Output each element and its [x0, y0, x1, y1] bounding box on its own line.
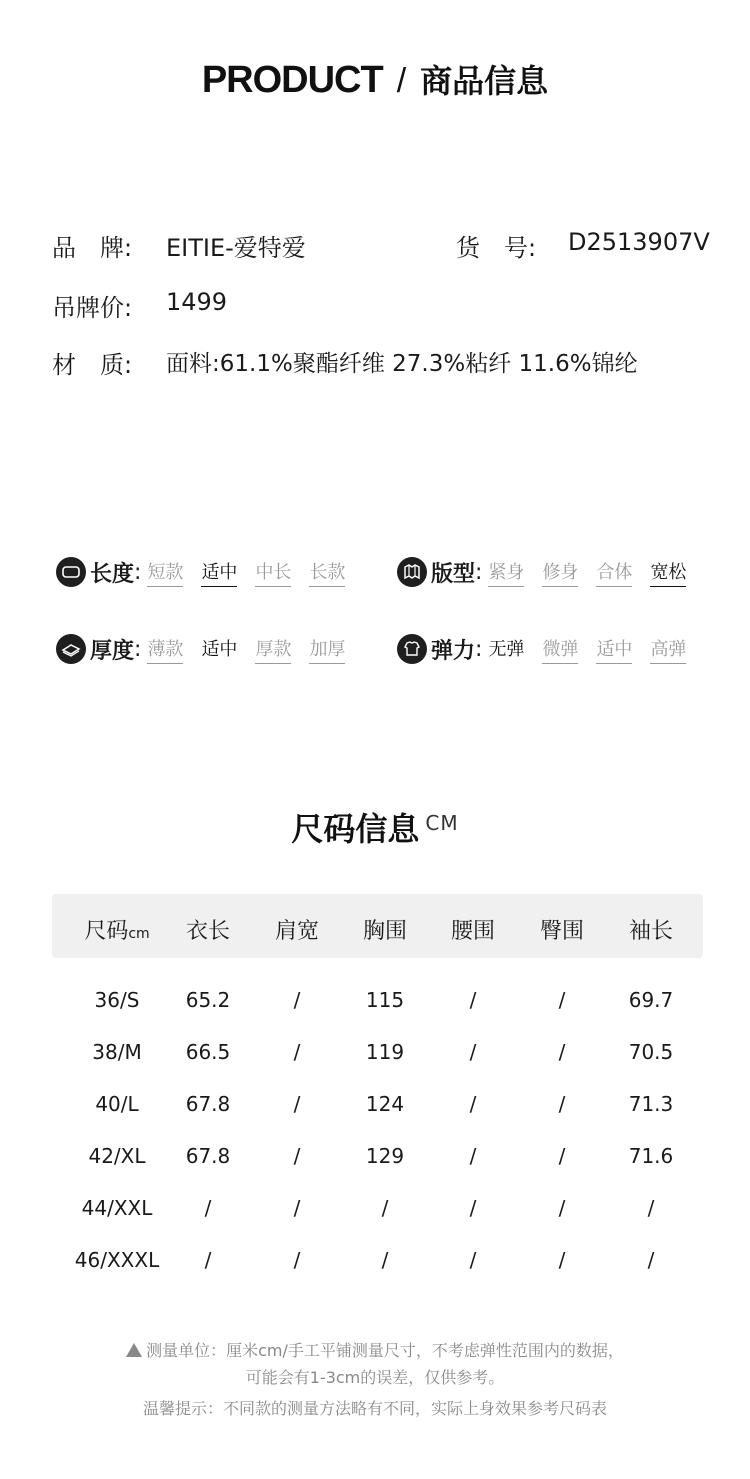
size-title-unit: CM — [425, 811, 459, 835]
attr-thickness-option: 厚款 — [255, 635, 291, 664]
length-icon — [56, 557, 86, 587]
header-sleeve: 袖长 — [628, 919, 673, 944]
note-line-3: 温馨提示：不同款的测量方法略有不同，实际上身效果参考尺码表 — [142, 1399, 607, 1418]
table-cell: / — [293, 988, 301, 1012]
attr-thickness-option: 薄款 — [147, 635, 183, 664]
table-cell: 40/L — [95, 1092, 139, 1116]
table-cell: / — [558, 1092, 566, 1116]
table-cell: 71.6 — [628, 1144, 674, 1168]
note-line-2: 可能会有1-3cm的误差，仅供参考。 — [245, 1368, 505, 1387]
attr-fit-option: 紧身 — [488, 558, 524, 587]
table-cell: 124 — [365, 1092, 405, 1116]
table-cell: / — [293, 1040, 301, 1064]
table-cell: 71.3 — [628, 1092, 674, 1116]
attr-elasticity-option: 适中 — [596, 635, 632, 664]
colon: : — [134, 636, 142, 662]
table-cell: 66.5 — [185, 1040, 231, 1064]
table-cell: 42/XL — [88, 1144, 146, 1168]
header-chest: 胸围 — [362, 919, 407, 944]
attr-thickness-option-selected: 适中 — [201, 638, 238, 660]
size-table-header — [52, 894, 703, 958]
size-title-text: 尺码信息 — [291, 810, 420, 848]
page-title — [0, 56, 750, 102]
title-cn: 商品信息 — [420, 62, 549, 100]
attr-elasticity-option: 微弹 — [542, 635, 578, 664]
table-cell: 70.5 — [628, 1040, 674, 1064]
table-cell: 36/S — [94, 988, 140, 1012]
table-cell: / — [204, 1196, 212, 1220]
table-cell: / — [381, 1196, 389, 1220]
table-cell: / — [469, 1092, 477, 1116]
attr-length-option: 短款 — [147, 558, 183, 587]
price-value: 1499 — [166, 288, 228, 316]
attr-elasticity — [397, 633, 686, 665]
table-cell: / — [381, 1248, 389, 1272]
attr-fit-option-selected: 宽松 — [650, 558, 686, 587]
elasticity-icon — [397, 634, 427, 664]
attr-thickness-option: 加厚 — [309, 635, 345, 664]
attr-elasticity-option-selected: 无弹 — [488, 638, 525, 660]
note-line-1 — [0, 1338, 750, 1361]
attr-length-label: 长度 — [90, 561, 135, 587]
attr-length-option: 长款 — [309, 558, 345, 587]
brand-row — [52, 228, 132, 263]
table-cell: 65.2 — [185, 988, 231, 1012]
attr-length — [56, 556, 345, 588]
table-cell: 69.7 — [628, 988, 674, 1012]
attr-thickness — [56, 633, 345, 665]
attr-elasticity-label: 弹力 — [431, 638, 476, 664]
attr-length-option-selected: 适中 — [201, 558, 237, 587]
header-shoulder: 肩宽 — [274, 919, 319, 944]
table-cell: / — [293, 1092, 301, 1116]
attr-elasticity-option: 高弹 — [650, 635, 686, 664]
header-size — [72, 914, 162, 945]
table-cell: 38/M — [92, 1040, 142, 1064]
table-cell: 115 — [365, 988, 405, 1012]
table-cell: / — [647, 1248, 655, 1272]
sku-label: 货 号: — [456, 234, 537, 262]
table-cell: 129 — [365, 1144, 405, 1168]
table-cell: / — [293, 1248, 301, 1272]
table-cell: / — [469, 1196, 477, 1220]
attr-thickness-label: 厚度 — [90, 638, 135, 664]
table-cell: 67.8 — [185, 1144, 231, 1168]
table-cell: / — [204, 1248, 212, 1272]
material-label: 材 质: — [52, 351, 133, 379]
colon: : — [475, 636, 483, 662]
material-value: 面料:61.1%聚酯纤维 27.3%粘纤 11.6%锦纶 — [166, 351, 638, 377]
header-size-unit: cm — [128, 926, 150, 942]
attr-fit-option: 修身 — [542, 558, 578, 587]
warning-icon — [126, 1343, 142, 1357]
thickness-icon — [56, 634, 86, 664]
note-line-1-text: 测量单位：厘米cm/手工平铺测量尺寸，不考虑弹性范围内的数据， — [146, 1341, 624, 1360]
table-cell: / — [469, 1144, 477, 1168]
title-separator: / — [396, 62, 407, 100]
colon: : — [134, 559, 142, 585]
colon: : — [475, 559, 483, 585]
fit-icon — [397, 557, 427, 587]
table-cell: / — [558, 1144, 566, 1168]
header-waist: 腰围 — [450, 919, 495, 944]
table-cell: / — [558, 1248, 566, 1272]
brand-value: EITIE-爱特爱 — [166, 234, 306, 262]
table-cell: / — [293, 1144, 301, 1168]
table-cell: / — [293, 1196, 301, 1220]
table-cell: 119 — [365, 1040, 405, 1064]
header-hip: 臀围 — [539, 919, 584, 944]
attr-fit-label: 版型 — [431, 561, 476, 587]
attr-length-option: 中长 — [255, 558, 291, 587]
price-label: 吊牌价: — [52, 294, 133, 322]
title-en: PRODUCT — [201, 59, 383, 101]
header-size-text: 尺码 — [84, 919, 129, 944]
size-section-title — [0, 804, 750, 850]
table-cell: / — [558, 988, 566, 1012]
table-cell: 67.8 — [185, 1092, 231, 1116]
table-cell: / — [558, 1196, 566, 1220]
table-cell: / — [558, 1040, 566, 1064]
brand-label: 品 牌: — [52, 234, 133, 262]
sku-value: D2513907V — [568, 228, 710, 256]
table-cell: / — [647, 1196, 655, 1220]
attr-fit-option: 合体 — [596, 558, 632, 587]
attr-fit — [397, 556, 686, 588]
header-length: 衣长 — [185, 919, 230, 944]
table-cell: / — [469, 1040, 477, 1064]
table-cell: / — [469, 988, 477, 1012]
table-cell: 44/XXL — [81, 1196, 153, 1220]
table-cell: / — [469, 1248, 477, 1272]
table-cell: 46/XXXL — [74, 1248, 160, 1272]
